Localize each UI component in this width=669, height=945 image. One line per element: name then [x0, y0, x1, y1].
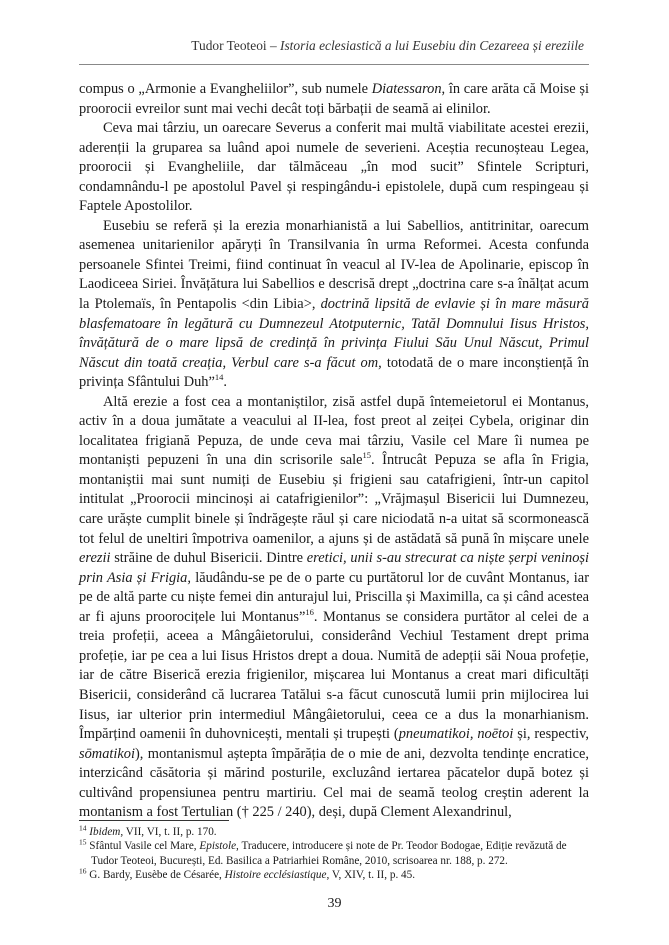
italic-text: eretici, unii s-au strecurat ca niște șerpi veninoși prin Asia și Frigia,	[79, 550, 589, 586]
paragraph	[79, 217, 589, 393]
header-rule	[79, 64, 589, 65]
page-number: 39	[327, 896, 342, 911]
paragraph	[79, 119, 589, 217]
body-text	[79, 80, 589, 823]
footnote-number: 14	[79, 823, 87, 833]
text-run: străine de duhul Bisericii. Dintre	[110, 550, 307, 567]
paragraph	[79, 393, 589, 823]
text-run: . Întrucât Pepuza se afla în Frigia, montaniștii mai sunt numiți de Eusebiu și frigieni sau catafrigieni, într-un capitol intitulat „Proorocii mincinoși ai catafrigienilor”: „Vrăjmașul Bisericii lui Dumnezeu, care urăște cumplit binele și îndrăgește răul și care niciodată n-a uitat să scormonească tot felul de uneltiri împotriva oamenilor, a ajuns și de astădată să pună în mișcare unele	[79, 452, 589, 547]
footnote	[79, 825, 589, 839]
footnote-number: 15	[79, 837, 87, 847]
text-run: totodată de o mare inconștiență în privința Sfântului Duh”	[79, 354, 589, 391]
text-run: ), montanismul aștepta împărăția de o mie de ani, dezvolta tendințe encratice, interzicând căsătoria și mărind posturile, excluzând iertarea păcatelor după botez și cultivând propensiunea pentru martiriu. Cel mai de seamă teolog creștin aderent la montanism a fost Tertulian († 225 / 240), deși, după Clement Alexandrinul,	[79, 745, 589, 821]
footnote-ref: 15	[362, 450, 372, 461]
text-run: compus o „Armonie a Evangheliilor”, sub numele	[79, 81, 372, 97]
italic-text: Histoire ecclésiastique,	[224, 868, 330, 881]
footnote-ref: 16	[305, 606, 314, 617]
header-separator: –	[266, 38, 281, 53]
text-run: Traducere, introducere și note de Pr. Teodor Bodogae, Ediție revăzută de Tudor Teoteoi, București, Ed. Basilica a Patriarhiei Române, 2010, scrisoarea nr. 188, p. 272.	[91, 840, 567, 867]
header-author: Tudor Teoteoi	[191, 38, 267, 53]
footnote	[79, 868, 589, 882]
italic-text: sōmatikoi	[79, 745, 135, 762]
text-run: .	[223, 374, 227, 391]
footnote-number: 16	[79, 866, 87, 876]
italic-text: Ibidem,	[89, 826, 124, 838]
paragraph	[79, 80, 589, 119]
text-run: G. Bardy, Eusèbe de Césarée,	[89, 868, 225, 881]
text-run: Altă erezie a fost cea a montaniștilor, zisă astfel după întemeietorul ei Montanus, activ în a doua jumătate a veacului al II-lea, fost preot al zeiței Cybela, originar din localitatea frigiană Pepuza, de unde ceva mai târziu, Vasile cel Mare îi numea pe montaniști pepuzeni în una din scrisorile sale	[79, 393, 589, 469]
text-run: lăudându-se pe de o parte cu purtătorul lor de cuvânt Montanus, iar pe de altă parte cu niște femei din anturajul lui, Priscilla și Maximilla, ca și când acestea ar fi ajuns proorocițele lui Montanus”	[79, 569, 589, 625]
italic-text: Diatessaron	[371, 81, 442, 97]
footnote-ref: 14	[214, 372, 224, 383]
header-book-title: Istoria eclesiastică a lui Eusebiu din Cezareea și ereziile	[280, 38, 584, 53]
text-run: V, XIV, t. II, p. 45.	[329, 868, 416, 881]
italic-text: pneumatikoi, noētoi	[398, 726, 514, 743]
text-run: și, respectiv,	[513, 726, 589, 743]
italic-text: Epistole,	[199, 840, 239, 853]
text-run: , în care arăta că Moise și proorocii evreilor sunt mai vechi decât toți bărbații de seamă ai elinilor.	[79, 81, 589, 117]
text-run: Eusebiu se referă și la erezia monarhianistă a lui Sabellios, antitrinitar, oarecum asemenea unitarienilor apărуți în Transilvania în urma Reformei. Acesta confunda persoanele Sfintei Treimi, fiind continuat în veacul al IV-lea de Apolinarie, episcop în Laodiceea Siriei. Învățătura lui Sabellios e descrisă drept „doctrina care s-a înălțat acum la Ptolemaïs, în Pentapolis <din Libia>,	[79, 217, 589, 313]
text-run: VII, VI, t. II, p. 170.	[123, 826, 217, 838]
italic-text: erezii	[79, 550, 111, 567]
text-run: . Montanus se considera purtător al celei de a treia profeții, aceea a Mângâietorului, considerând Vechiul Testament drept prima profeție, iar pe cea a lui Iisus Hristos drept a doua. Numită de adepții săi Noua profeție, iar de către Biserică erezia frigienilor, mișcarea lui Montanus a creat mari dificultăți Bisericii, considerând că lucrarea Tatălui s-a făcut cunoscută lumii prin mijlocirea lui Iisus, iar ulterior prin intermediul Mângâietorului, ceea ce a dus la monarhianism. Împărțind oamenii în duhovnicești, mentali și trupești (	[79, 608, 589, 743]
footnotes	[79, 825, 589, 882]
text-run: Sfântul Vasile cel Mare,	[89, 840, 200, 853]
running-header	[191, 38, 584, 54]
text-run: Ceva mai târziu, un oarecare Severus a conferit mai multă viabilitate acestei erezii, aderenții la gruparea sa luând apoi numele de severieni. Aceștia recunoșteau Legea, proorocii și Evangheliile, dar tălmăceau „în mod sucit” Sfintele Scripturi, condamnându-l pe apostolul Pavel și respingându-i epistolele, după cum respingeau și Faptele Apostolilor.	[79, 120, 589, 215]
footnote-separator	[79, 820, 229, 821]
italic-text: doctrină lipsită de evlavie și în mare măsură blasfematoare în legătură cu Dumnezeul Atotputernic, Tatăl Domnului Iisus Hristos, învățătură de o mare lipsă de credință în privința Fiului Său Unul Născut, Primul Născut din toată creația, Verbul care s-a făcut om,	[79, 296, 589, 371]
footnote	[79, 839, 589, 868]
